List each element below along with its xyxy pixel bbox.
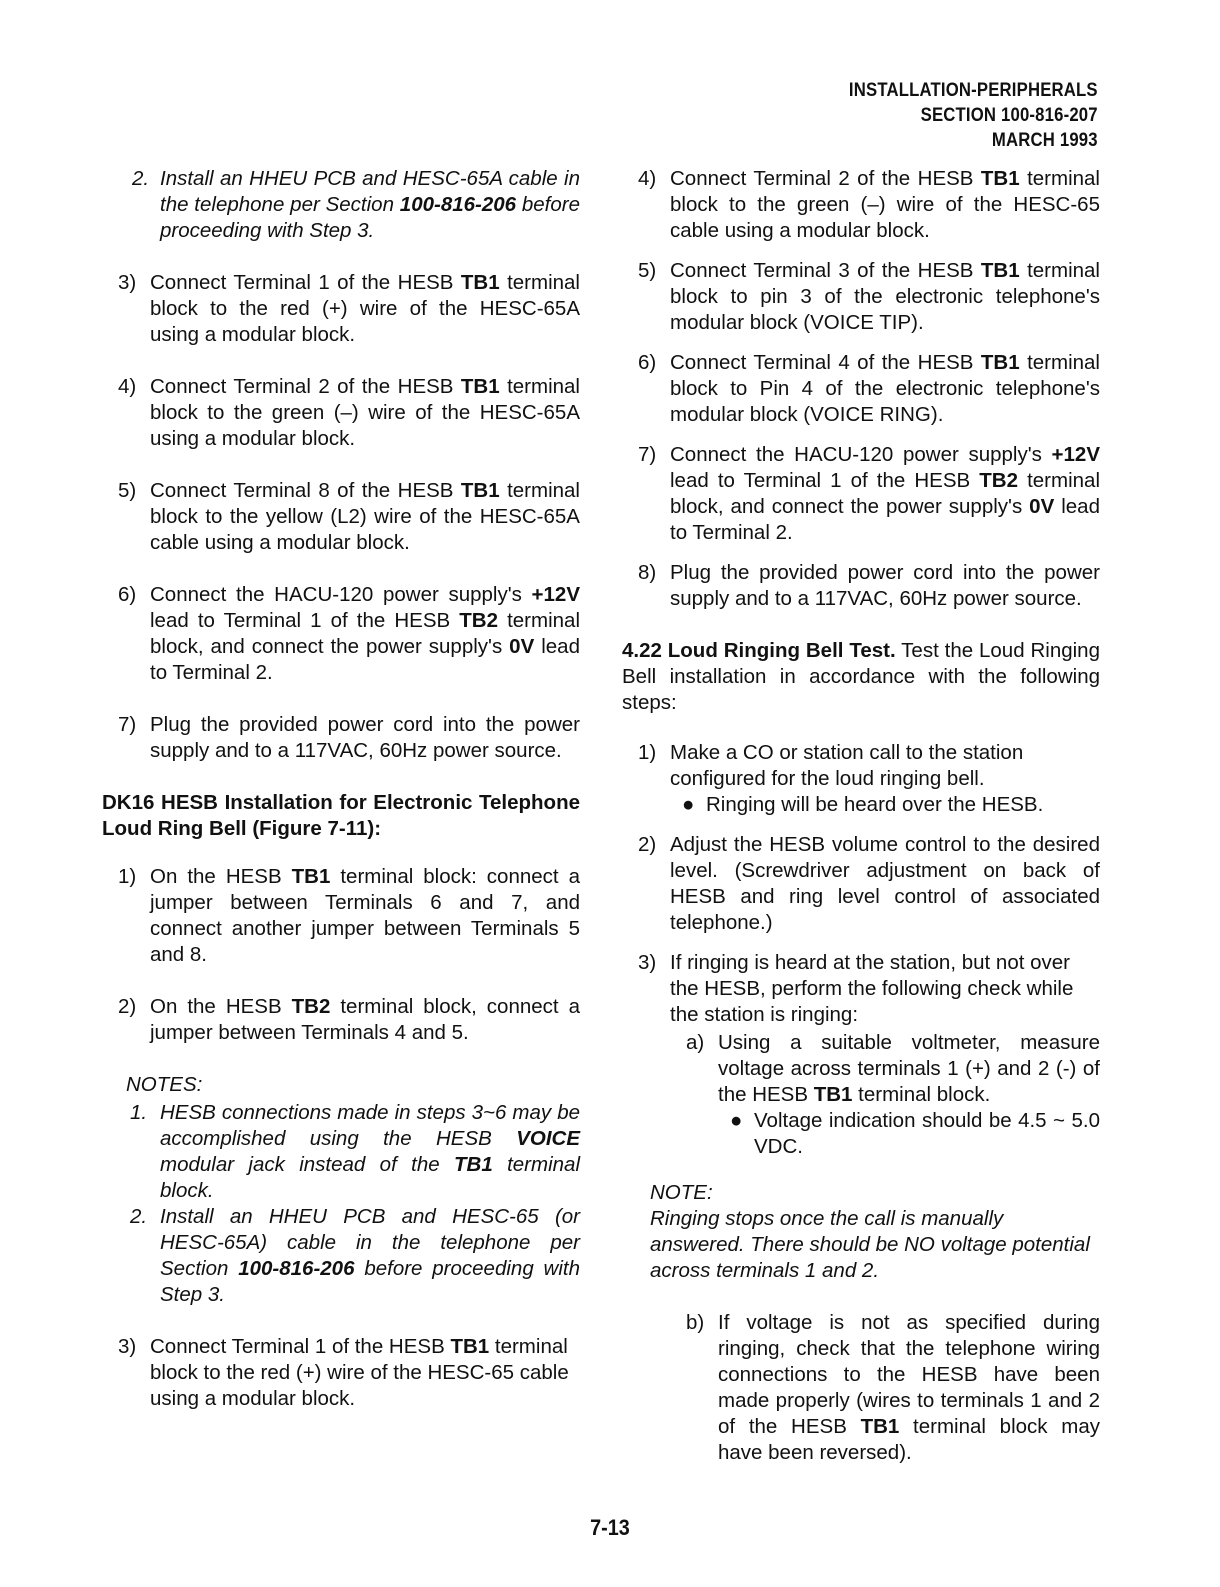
test-step-3 — [622, 950, 1100, 1160]
step-text: terminal block to Pin 4 of the electronic telephone's modular block (VOICE RING). — [670, 351, 1100, 426]
step-text: Connect Terminal 2 of the HESB — [150, 375, 461, 398]
step-8-right — [622, 560, 1100, 612]
step-number: a) — [686, 1031, 705, 1054]
step-number: b) — [686, 1311, 705, 1334]
step-number: 1) — [638, 741, 657, 764]
step-text: lead to Terminal 1 of the HESB — [670, 469, 980, 492]
step-number: 3) — [638, 951, 657, 974]
step-text: terminal block to the red (+) wire of the HESC-65A using a modular block. — [150, 271, 580, 346]
note-number: 1. — [130, 1101, 148, 1124]
note-text: modular jack instead of the — [160, 1153, 454, 1176]
dk16-step-3 — [102, 1334, 580, 1412]
step-number: 6) — [118, 583, 137, 606]
note-text: HESB connections made in steps 3~6 may be accomplished using the HESB — [160, 1101, 580, 1150]
section-heading: DK16 HESB Installation for Electronic Telephone Loud Ring Bell (Figure 7-11): — [102, 791, 580, 840]
header-date: MARCH 1993 — [992, 130, 1098, 151]
step-text: Connect Terminal 1 of the HESB — [150, 1335, 451, 1358]
step-number: 2. — [132, 167, 150, 190]
step-text: terminal block may have been reversed). — [718, 1415, 1100, 1464]
bullet-text: Ringing will be heard over the HESB. — [706, 793, 1044, 816]
step-text: terminal block: connect a jumper between Terminals 6 and 7, and connect another jumper between Terminals 5 and 8. — [150, 865, 580, 966]
step-text: terminal block, and connect the power supply's — [150, 609, 580, 658]
step-number: 3) — [118, 1335, 137, 1358]
terminal-block-label: TB1 — [460, 479, 500, 502]
notes-label: NOTES: — [126, 1073, 203, 1096]
step-number: 7) — [118, 713, 137, 736]
step-number: 7) — [638, 443, 657, 466]
note-text: before proceeding with Step 3. — [160, 1257, 581, 1306]
step-4-right — [622, 166, 1100, 244]
step-number: 2) — [638, 833, 657, 856]
right-column — [622, 166, 1100, 1466]
header-title: INSTALLATION-PERIPHERALS — [849, 80, 1098, 101]
step-5 — [102, 478, 580, 556]
step-text: Connect Terminal 1 of the HESB — [150, 271, 461, 294]
step-number: 4) — [638, 167, 657, 190]
step-5-right — [622, 258, 1100, 336]
step-number: 5) — [118, 479, 137, 502]
step-text: If voltage is not as specified during ringing, check that the telephone wiring connections to the HESB have been made properly (wires to terminals 1 and 2 of the HESB — [718, 1311, 1100, 1438]
step-number: 6) — [638, 351, 657, 374]
voltage-label: 0V — [1029, 495, 1055, 518]
step-text: If ringing is heard at the station, but not over the HESB, perform the following check while the station is ringing: — [670, 951, 1074, 1026]
section-reference: 100-816-206 — [238, 1257, 355, 1280]
step-number: 4) — [118, 375, 137, 398]
step-text: On the HESB — [150, 995, 292, 1018]
step-text: terminal block. — [852, 1083, 991, 1106]
terminal-block-label: TB2 — [459, 609, 499, 632]
step-text: Connect Terminal 4 of the HESB — [670, 351, 981, 374]
terminal-block-label: TB1 — [460, 271, 500, 294]
step-text: lead to Terminal 1 of the HESB — [150, 609, 460, 632]
terminal-block-label: TB2 — [291, 995, 331, 1018]
step-7-right — [622, 442, 1100, 546]
step-text: terminal block to the yellow (L2) wire of the HESC-65A cable using a modular block. — [150, 479, 580, 554]
page-number: 7-13 — [590, 1515, 630, 1540]
step-7 — [102, 712, 580, 764]
terminal-block-label: TB1 — [980, 259, 1020, 282]
terminal-block-label: TB1 — [454, 1153, 493, 1176]
step-text: before proceeding with Step 3. — [160, 193, 580, 242]
terminal-block-label: TB1 — [291, 865, 331, 888]
step-3 — [102, 270, 580, 348]
step-text: terminal block to the green (–) wire of the HESC-65A using a modular block. — [150, 375, 580, 450]
note-2 — [102, 1204, 580, 1308]
step-text: On the HESB — [150, 865, 292, 888]
step-text: lead to Terminal 2. — [670, 495, 1100, 544]
page-header — [849, 78, 1098, 153]
step-text: lead to Terminal 2. — [150, 635, 580, 684]
voltage-label: +12V — [1051, 443, 1100, 466]
voltage-label: +12V — [531, 583, 580, 606]
voltage-label: 0V — [509, 635, 535, 658]
step-4 — [102, 374, 580, 452]
step-text: Make a CO or station call to the station configured for the loud ringing bell. — [670, 741, 1024, 790]
step-text: terminal block to the red (+) wire of the HESC-65 cable using a modular block. — [150, 1335, 569, 1410]
step-text: Plug the provided power cord into the power supply and to a 117VAC, 60Hz power source. — [670, 561, 1100, 610]
test-step-1 — [622, 740, 1100, 818]
step-number: 1) — [118, 865, 137, 888]
test-intro: Test the Loud Ringing Bell installation in accordance with the following steps: — [622, 639, 1100, 714]
bullet-icon: ● — [730, 1109, 743, 1132]
step-text: Adjust the HESB volume control to the desired level. (Screwdriver adjustment on back of HESB and ring level control of associated telephone.) — [670, 833, 1100, 934]
step-text: Connect the HACU-120 power supply's — [150, 583, 532, 606]
step-2-note — [102, 166, 580, 244]
left-column — [102, 166, 580, 1438]
note-text: Install an HHEU PCB and HESC-65 (or HESC-65A) cable in the telephone per Section — [160, 1205, 580, 1280]
step-text: Connect Terminal 8 of the HESB — [150, 479, 461, 502]
step-text: terminal block, and connect the power supply's — [670, 469, 1100, 518]
step-text: Plug the provided power cord into the power supply and to a 117VAC, 60Hz power source. — [150, 713, 580, 762]
step-text: terminal block, connect a jumper between Terminals 4 and 5. — [150, 995, 580, 1044]
bullet-icon: ● — [682, 793, 695, 816]
note-label: NOTE: — [650, 1181, 713, 1204]
dk16-step-2 — [102, 994, 580, 1046]
jack-label: VOICE — [516, 1127, 580, 1150]
header-section: SECTION 100-816-207 — [920, 105, 1098, 126]
terminal-block-label: TB1 — [813, 1083, 853, 1106]
terminal-block-label: TB2 — [979, 469, 1019, 492]
note-1 — [102, 1100, 580, 1204]
bullet-item — [670, 792, 1100, 818]
step-text: Install an HHEU PCB and HESC-65A cable in the telephone per Section — [160, 167, 580, 216]
step-text: Using a suitable voltmeter, measure voltage across terminals 1 (+) and 2 (-) of the HESB — [718, 1031, 1100, 1106]
loud-ringing-bell-test — [622, 638, 1100, 716]
step-text: Connect Terminal 2 of the HESB — [670, 167, 981, 190]
section-reference: 100-816-206 — [399, 193, 517, 216]
step-text: terminal block to pin 3 of the electronic telephone's modular block (VOICE TIP). — [670, 259, 1100, 334]
bullet-item — [718, 1108, 1100, 1160]
terminal-block-label: TB1 — [980, 351, 1020, 374]
dk16-step-1 — [102, 864, 580, 968]
note-text: Ringing stops once the call is manually answered. There should be NO voltage potential across terminals 1 and 2. — [650, 1207, 1090, 1282]
test-step-3a — [670, 1030, 1100, 1160]
step-6-right — [622, 350, 1100, 428]
step-number: 5) — [638, 259, 657, 282]
step-number: 3) — [118, 271, 137, 294]
step-6 — [102, 582, 580, 686]
step-text: terminal block to the green (–) wire of the HESC-65 cable using a modular block. — [670, 167, 1100, 242]
step-text: Connect the HACU-120 power supply's — [670, 443, 1052, 466]
terminal-block-label: TB1 — [980, 167, 1020, 190]
step-text: Connect Terminal 3 of the HESB — [670, 259, 981, 282]
terminal-block-label: TB1 — [860, 1415, 900, 1438]
note-block — [650, 1180, 1100, 1284]
terminal-block-label: TB1 — [450, 1335, 490, 1358]
test-step-2 — [622, 832, 1100, 936]
note-text: terminal block. — [160, 1153, 580, 1202]
notes-block — [102, 1072, 580, 1308]
step-number: 2) — [118, 995, 137, 1018]
bullet-text: Voltage indication should be 4.5 ~ 5.0 VDC. — [754, 1109, 1100, 1158]
test-heading: 4.22 Loud Ringing Bell Test. — [622, 639, 896, 662]
step-number: 8) — [638, 561, 657, 584]
note-number: 2. — [130, 1205, 148, 1228]
terminal-block-label: TB1 — [460, 375, 500, 398]
test-step-3b — [670, 1310, 1100, 1466]
